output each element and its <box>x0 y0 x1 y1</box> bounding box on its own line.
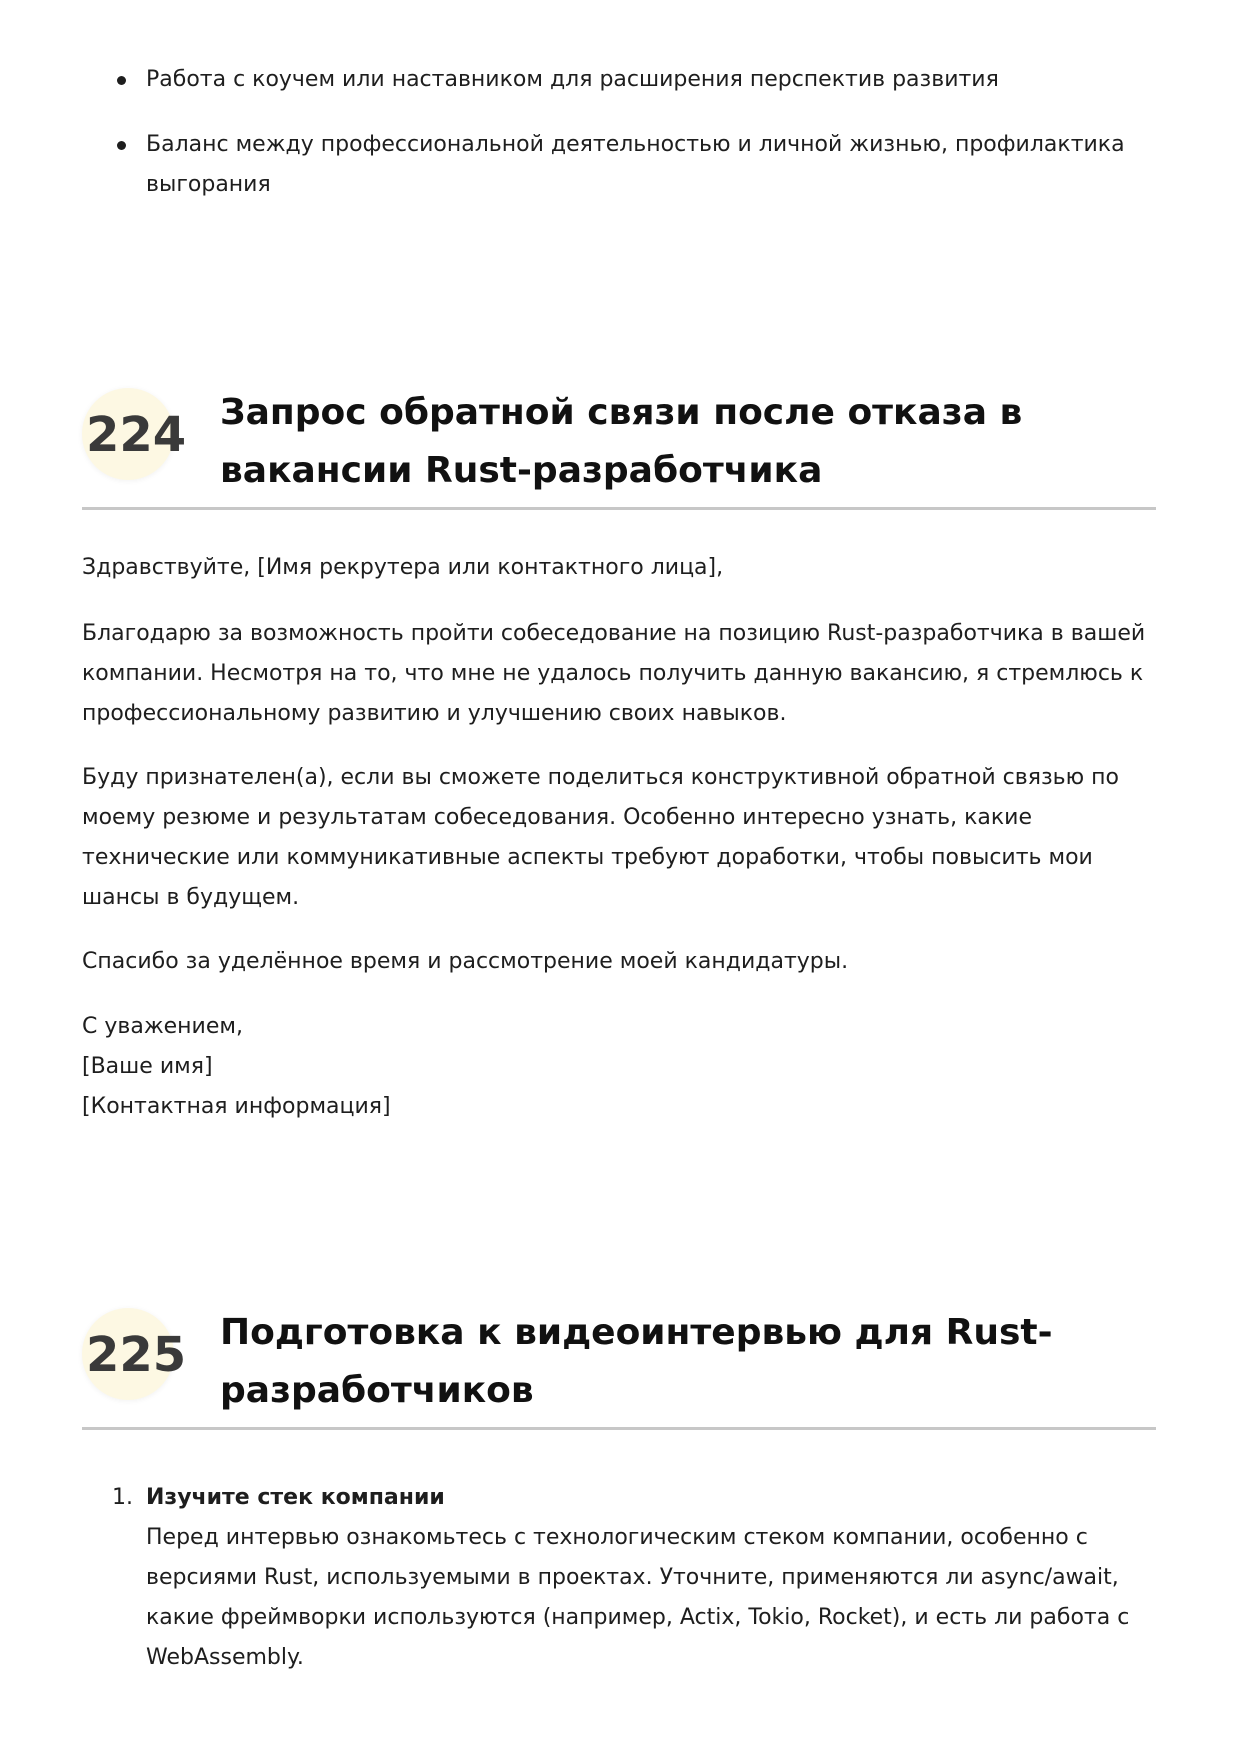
list-number: 1. <box>112 1485 133 1510</box>
list-item-text: Перед интервью ознакомьтесь с технологическим стеком компании, особенно с версиями Rust, используемыми в проектах. Уточните, применяются ли async/await, какие фреймворки используются (например, Actix, Tokio, Rocket), и есть ли работа с WebAssembly. <box>146 1525 1130 1670</box>
list-item <box>112 60 1142 100</box>
list-item <box>112 125 1142 205</box>
bullet-text: Баланс между профессиональной деятельностью и личной жизнью, профилактика выгорания <box>146 132 1125 197</box>
section-number: 225 <box>86 1327 187 1383</box>
letter-sign-off: С уважением, <box>82 1014 243 1039</box>
letter-greeting: Здравствуйте, [Имя рекрутера или контактного лица], <box>82 555 724 580</box>
section-title: Запрос обратной связи после отказа в вакансии Rust-разработчика <box>220 392 1023 491</box>
letter-sign-name: [Ваше имя] <box>82 1054 213 1079</box>
letter-sign-contact: [Контактная информация] <box>82 1094 391 1119</box>
section-225-header <box>82 1304 1156 1430</box>
section-title: Подготовка к видеоинтервью для Rust-разработчиков <box>220 1312 1053 1411</box>
list-item-heading: Изучите стек компании <box>146 1485 445 1510</box>
intro-bullet-list <box>112 60 1142 230</box>
section-224-header <box>82 384 1156 510</box>
preparation-list <box>112 1478 1152 1678</box>
bullet-dot-icon <box>117 76 126 85</box>
list-item <box>112 1478 1152 1678</box>
letter-paragraph: Буду признателен(а), если вы сможете поделиться конструктивной обратной связью по моему резюме и результатам собеседования. Особенно интересно узнать, какие технические или коммуникативные аспекты требуют доработки, чтобы повысить мои шансы в будущем. <box>82 765 1119 910</box>
bullet-dot-icon <box>117 141 126 150</box>
section-number: 224 <box>86 407 187 463</box>
bullet-text: Работа с коучем или наставником для расширения перспектив развития <box>146 67 999 92</box>
letter-paragraph: Спасибо за уделённое время и рассмотрение моей кандидатуры. <box>82 949 849 974</box>
letter-paragraph: Благодарю за возможность пройти собеседование на позицию Rust-разработчика в вашей компании. Несмотря на то, что мне не удалось получить данную вакансию, я стремлюсь к профессиональному развитию и улучшению своих навыков. <box>82 621 1146 726</box>
